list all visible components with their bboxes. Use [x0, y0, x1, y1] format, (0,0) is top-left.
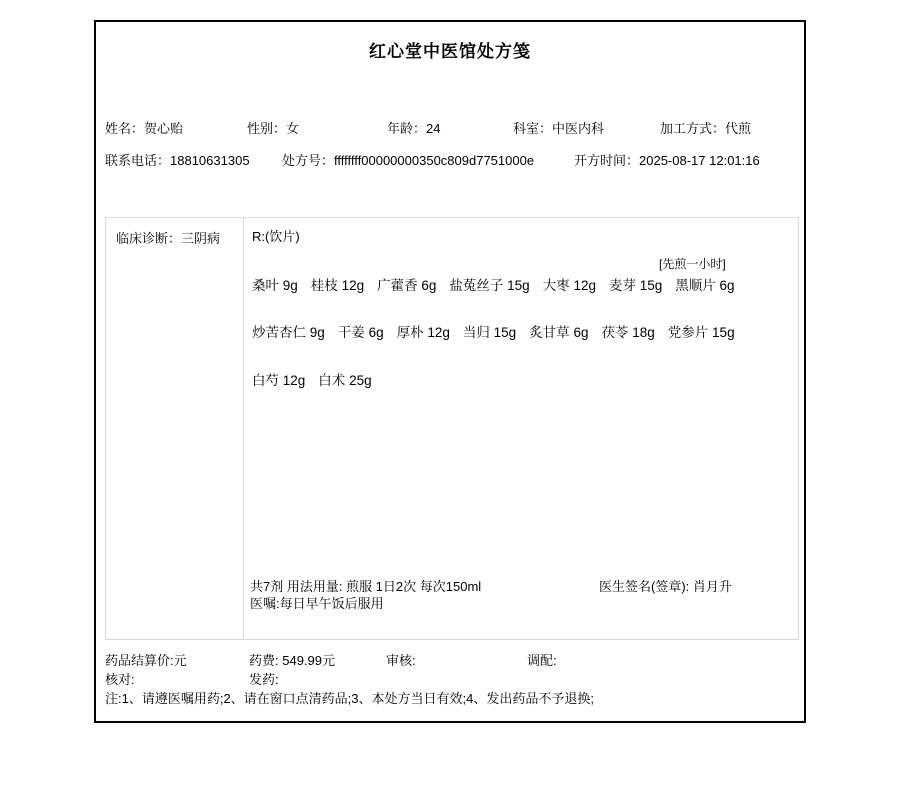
patient-name [105, 121, 183, 137]
patient-gender-label: 性别： [247, 121, 287, 136]
herb-dose: 18g [632, 325, 655, 340]
doctor-signature [599, 579, 732, 595]
herb-name: 当归 [462, 325, 490, 340]
herb-name: 厚朴 [396, 325, 424, 340]
diagnosis-label: 临床诊断： [116, 231, 182, 246]
herb-item [252, 325, 325, 341]
herb-name: 白术 [318, 373, 346, 388]
prescription-sheet [94, 20, 806, 723]
herb-name: 桂枝 [310, 278, 338, 293]
settlement-price [105, 653, 187, 669]
review-field: 审核: [386, 653, 416, 668]
issue-time-value: 2025-08-17 12:01:16 [639, 153, 760, 168]
dispense-field: 发药: [249, 672, 279, 687]
herb-name: 大枣 [542, 278, 570, 293]
notes-line: 注:1、请遵医嘱用药;2、请在窗口点清药品;3、本处方当日有效;4、发出药品不予退换; [105, 691, 594, 706]
doctor-signature-label: 医生签名(签章): [599, 579, 693, 594]
herb-dose: 12g [341, 278, 365, 293]
herb-item [397, 325, 450, 341]
herb-dose: 25g [349, 373, 372, 388]
herb-dose: 15g [493, 325, 517, 340]
herb-item [675, 278, 734, 294]
herb-name: 干姜 [337, 325, 365, 340]
herb-dose: 6g [719, 278, 735, 293]
clinical-diagnosis [106, 218, 244, 639]
herb-dose: 15g [712, 325, 735, 340]
herb-name: 麦芽 [608, 278, 636, 293]
herb-item [609, 278, 662, 294]
rx-box [105, 217, 799, 640]
patient-age-value: 24 [426, 121, 441, 136]
herb-name: 炒苦杏仁 [252, 325, 306, 340]
settlement-price-label: 药品结算价: [105, 653, 174, 668]
rx-header: R:(饮片) [252, 229, 300, 244]
contact-phone-value: 18810631305 [170, 153, 250, 168]
issue-time [574, 153, 760, 169]
doctor-signature-value: 肖月升 [692, 579, 732, 594]
advice-value: 每日早午饭后服用 [279, 596, 384, 611]
patient-age-label: 年龄： [387, 121, 427, 136]
department [513, 121, 604, 137]
processing-method-value: 代煎 [725, 121, 752, 136]
herb-item [543, 278, 596, 294]
herb-row-1 [252, 278, 735, 294]
herb-item [318, 373, 371, 389]
prescription-number-value: ffffffff00000000350c809d7751000e [334, 153, 535, 168]
herb-name: 党参片 [667, 325, 709, 340]
contact-phone-label: 联系电话： [105, 153, 171, 168]
contact-phone [105, 153, 250, 169]
herb-dose: 6g [421, 278, 437, 293]
processing-method-label: 加工方式： [660, 121, 726, 136]
patient-gender-value: 女 [286, 121, 300, 136]
settlement-price-value: 元 [173, 653, 187, 668]
issue-time-label: 开方时间： [574, 153, 640, 168]
herb-dose: 12g [427, 325, 450, 340]
herb-item [377, 278, 436, 294]
herb-row-2 [252, 325, 735, 341]
herb-name: 茯苓 [601, 325, 629, 340]
herb-item [252, 373, 305, 389]
herb-name: 桑叶 [252, 278, 279, 293]
herb-item [338, 325, 384, 341]
advice-label: 医嘱: [250, 596, 280, 611]
medicine-fee-value: 549.99元 [282, 653, 335, 668]
herb-dose: 15g [639, 278, 663, 293]
herb-row-3 [252, 373, 372, 389]
herb-dose: 12g [573, 278, 596, 293]
herb-dose: 15g [507, 278, 530, 293]
clinic-title: 红心堂中医馆处方笺 [369, 42, 531, 61]
herb-name: 白芍 [252, 373, 279, 388]
medicine-fee [249, 653, 335, 669]
herb-name: 炙甘草 [529, 325, 570, 340]
processing-method [660, 121, 751, 137]
compound-field: 调配: [527, 653, 557, 668]
advice-line [250, 596, 384, 612]
prescription-number [282, 153, 534, 169]
prescription-number-label: 处方号： [282, 153, 335, 168]
herb-name: 黑顺片 [675, 278, 716, 293]
herb-dose: 6g [573, 325, 589, 340]
usage-line: 共7剂 用法用量: 煎服 1日2次 每次150ml [250, 579, 482, 594]
herb-item [449, 278, 529, 294]
medicine-fee-label: 药费: [249, 653, 283, 668]
patient-name-value: 贺心贻 [144, 121, 184, 136]
herb-item [529, 325, 588, 341]
herb-item [252, 278, 298, 294]
patient-gender [247, 121, 299, 137]
herb-name: 广藿香 [377, 278, 418, 293]
department-label: 科室： [513, 121, 553, 136]
herb-item [463, 325, 516, 341]
herb-name: 盐菟丝子 [449, 278, 504, 293]
herb-dose: 12g [282, 373, 306, 388]
herb-dose: 9g [282, 278, 298, 293]
diagnosis-value: 三阴病 [181, 231, 221, 246]
herb-item [601, 325, 654, 341]
herb-item [668, 325, 735, 341]
patient-name-label: 姓名： [105, 121, 145, 136]
decoction-note: [先煎一小时] [659, 257, 726, 271]
patient-age [387, 121, 440, 137]
check-field: 核对: [105, 672, 135, 687]
herb-item [311, 278, 364, 294]
herb-dose: 6g [368, 325, 384, 340]
herb-dose: 9g [309, 325, 325, 340]
department-value: 中医内科 [552, 121, 605, 136]
